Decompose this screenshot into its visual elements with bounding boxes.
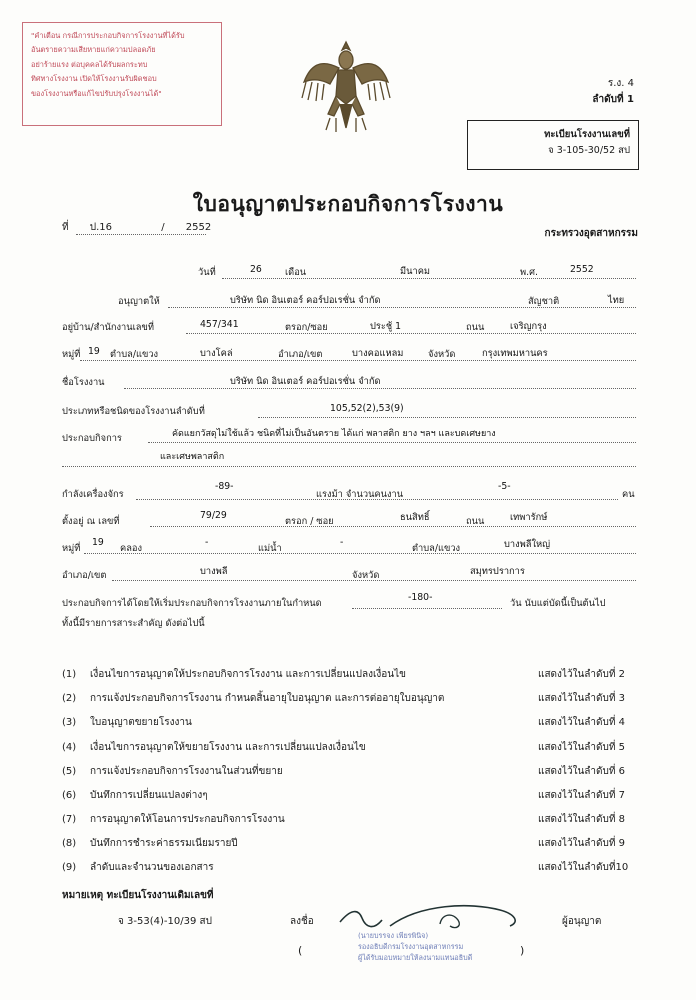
- signer-role: ผู้อนุญาต: [562, 916, 602, 927]
- registration-title: ทะเบียนโรงงานเลขที่: [544, 129, 630, 140]
- dotted-line: [352, 608, 502, 609]
- document-number-year: 2552: [185, 222, 212, 233]
- start-suffix: วัน นับแต่บัดนี้เป็นต้นไป: [510, 598, 606, 609]
- ministry-name: กระทรวงอุตสาหกรรม: [544, 228, 638, 239]
- signature-close-paren: ): [520, 944, 525, 957]
- document-number: [62, 220, 217, 235]
- condition-item-text: การแจ้งประกอบกิจการโรงงาน กำหนดสิ้นอายุใบอนุญาต และการต่ออายุใบอนุญาต: [90, 693, 445, 704]
- river-label: แม่น้ำ: [258, 543, 282, 554]
- dotted-line: [62, 466, 636, 467]
- conditions-intro: ทั้งนี้มีรายการสาระสำคัญ ดังต่อไปนี้: [62, 618, 205, 629]
- nationality-value: ไทย: [608, 295, 625, 306]
- dotted-line: [80, 360, 636, 361]
- condition-item-ref: แสดงไว้ในลำดับที่ 9: [538, 838, 626, 849]
- moo-label: หมู่ที่: [62, 349, 81, 360]
- business-line-1: คัดแยกวัสดุไม่ใช้แล้ว ชนิดที่ไม่เป็นอันตราย ได้แก่ พลาสติก ยาง ฯลฯ และบดเศษยาง: [172, 429, 496, 439]
- grantee-label: อนุญาตให้: [118, 296, 160, 307]
- moo-value: 19: [88, 346, 100, 357]
- warning-stamp-line: ของโรงงานหรือแก้ไขปรับปรุงโรงงานได้": [31, 88, 162, 98]
- location-province-value: สมุทรปราการ: [470, 566, 525, 577]
- date-day: 26: [250, 264, 262, 275]
- condition-item: [62, 788, 626, 803]
- year-value: 2552: [570, 264, 594, 275]
- condition-item-ref: แสดงไว้ในลำดับที่10: [538, 862, 629, 873]
- form-code-block: [592, 76, 634, 108]
- signer-stamp-line: (นายบรรจง เพียรพินิจ): [358, 931, 429, 940]
- district-value: บางคอแหลม: [352, 348, 404, 359]
- document-number-separator: /: [161, 222, 165, 233]
- condition-item-ref: แสดงไว้ในลำดับที่ 4: [538, 717, 626, 728]
- condition-item-text: บันทึกการเปลี่ยนแปลงต่างๆ: [90, 790, 208, 801]
- dotted-line: [124, 388, 636, 389]
- condition-item: [62, 740, 626, 755]
- condition-item-number: (5): [62, 766, 77, 777]
- condition-item: [62, 836, 626, 851]
- condition-item-ref: แสดงไว้ในลำดับที่ 2: [538, 669, 626, 680]
- alley-label: ตรอก/ซอย: [285, 322, 328, 333]
- signer-stamp: [358, 930, 508, 963]
- signature-open-paren: (: [298, 944, 303, 957]
- condition-item: [62, 667, 626, 682]
- condition-item: [62, 764, 626, 779]
- warning-stamp-line: อย่าร้ายแรง ต่อบุคคลได้รับผลกระทบ: [31, 59, 148, 69]
- month-value: มีนาคม: [400, 266, 431, 277]
- location-subdistrict-value: บางพลีใหญ่: [504, 539, 551, 550]
- signer-stamp-line: ผู้ได้รับมอบหมายให้ลงนามแทนอธิบดี: [358, 953, 473, 962]
- condition-item-text: บันทึกการชำระค่าธรรมเนียมรายปี: [90, 838, 238, 849]
- document-number-prefix: ที่: [62, 222, 69, 233]
- dotted-line: [168, 307, 636, 308]
- dotted-line: [150, 526, 636, 527]
- factory-type-value: 105,52(2),53(9): [330, 403, 404, 414]
- location-district-label: อำเภอ/เขต: [62, 570, 107, 581]
- warning-stamp-line: "คำเตือน กรณีการประกอบกิจการโรงงานที่ได้รับ: [31, 31, 185, 40]
- condition-item-number: (3): [62, 717, 77, 728]
- sequence-label: ลำดับที่ 1: [592, 94, 634, 105]
- location-label: ตั้งอยู่ ณ เลขที่: [62, 516, 120, 527]
- road-label: ถนน: [466, 322, 485, 333]
- location-road-label: ถนน: [466, 516, 485, 527]
- note-label: หมายเหตุ ทะเบียนโรงงานเดิมเลขที่: [62, 890, 214, 901]
- date-label: วันที่: [198, 267, 216, 278]
- dotted-line: [148, 442, 636, 443]
- condition-item-ref: แสดงไว้ในลำดับที่ 5: [538, 742, 626, 753]
- location-alley-label: ตรอก / ซอย: [285, 516, 334, 527]
- condition-item-ref: แสดงไว้ในลำดับที่ 8: [538, 814, 626, 825]
- start-label: ประกอบกิจการได้โดยให้เริ่มประกอบกิจการโรงงานภายในกำหนด: [62, 598, 322, 609]
- condition-item-text: เงื่อนไขการอนุญาตให้ขยายโรงงาน และการเปลี่ยนแปลงเงื่อนไข: [90, 742, 366, 753]
- dotted-line: [76, 234, 206, 235]
- condition-item-number: (2): [62, 693, 77, 704]
- alley-value: ประชู้ 1: [370, 321, 402, 332]
- factory-name-value: บริษัท นิด อินเตอร์ คอร์ปอเรชั่น จำกัด: [230, 376, 381, 387]
- condition-item-ref: แสดงไว้ในลำดับที่ 6: [538, 766, 626, 777]
- condition-item-text: ลำดับและจำนวนของเอกสาร: [90, 862, 214, 873]
- workers-unit: คน: [622, 489, 635, 500]
- warning-stamp-line: อันตรายความเสียหายแก่ความปลอดภัย: [31, 45, 156, 55]
- condition-item-text: ใบอนุญาตขยายโรงงาน: [90, 717, 192, 728]
- registration-box: [467, 120, 639, 170]
- condition-item: [62, 691, 626, 706]
- start-days: -180-: [408, 592, 433, 603]
- province-value: กรุงเทพมหานคร: [482, 348, 548, 359]
- canal-label: คลอง: [120, 543, 143, 554]
- condition-item: [62, 715, 626, 730]
- document-title: ใบอนุญาตประกอบกิจการโรงงาน: [192, 192, 504, 216]
- condition-item-ref: แสดงไว้ในลำดับที่ 3: [538, 693, 626, 704]
- form-code: ร.ง. 4: [607, 78, 634, 89]
- condition-item-text: การอนุญาตให้โอนการประกอบกิจการโรงงาน: [90, 814, 285, 825]
- nationality-label: สัญชาติ: [528, 296, 560, 307]
- horsepower-workers-label: แรงม้า จำนวนคนงาน: [316, 489, 404, 500]
- signer-stamp-line: รองอธิบดีกรมโรงงานอุตสาหกรรม: [358, 942, 464, 951]
- condition-item-text: การแจ้งประกอบกิจการโรงงานในส่วนที่ขยาย: [90, 766, 283, 777]
- location-moo-value: 19: [92, 537, 104, 548]
- factory-type-label: ประเภทหรือชนิดของโรงงานลำดับที่: [62, 406, 205, 417]
- location-province-label: จังหวัด: [352, 570, 380, 581]
- condition-item-ref: แสดงไว้ในลำดับที่ 7: [538, 790, 626, 801]
- registration-number: จ 3-105-30/52 สป: [548, 145, 630, 156]
- machine-power-label: กำลังเครื่องจักร: [62, 489, 124, 500]
- condition-item-number: (7): [62, 814, 77, 825]
- location-moo-label: หมู่ที่: [62, 543, 81, 554]
- condition-item: [62, 860, 629, 875]
- condition-item: [62, 812, 626, 827]
- location-district-value: บางพลี: [200, 566, 228, 577]
- signature-label: ลงชื่อ: [290, 916, 314, 927]
- grantee-value: บริษัท นิด อินเตอร์ คอร์ปอเรชั่น จำกัด: [230, 295, 381, 306]
- dotted-line: [222, 278, 636, 279]
- workers-value: -5-: [498, 481, 511, 492]
- location-alley-value: ธนสิทธิ์: [400, 512, 430, 523]
- garuda-emblem-icon: [300, 38, 392, 138]
- dotted-line: [258, 417, 636, 418]
- location-subdistrict-label: ตำบล/แขวง: [412, 543, 461, 554]
- machine-power-value: -89-: [215, 481, 234, 492]
- address-number: 457/341: [200, 319, 239, 330]
- old-registration-number: จ 3-53(4)-10/39 สป: [118, 916, 212, 927]
- canal-value: -: [205, 537, 209, 548]
- warning-stamp-line: ทิศทางโรงงาน เปิดให้โรงงานรับผิดชอบ: [31, 74, 157, 84]
- subdistrict-label: ตำบล/แขวง: [110, 349, 159, 360]
- dotted-line: [112, 580, 636, 581]
- condition-item-number: (6): [62, 790, 77, 801]
- document-number-code: ป.16: [89, 222, 113, 233]
- condition-item-number: (8): [62, 838, 77, 849]
- condition-item-number: (9): [62, 862, 77, 873]
- factory-name-label: ชื่อโรงงาน: [62, 377, 105, 388]
- condition-item-number: (4): [62, 742, 77, 753]
- dotted-line: [84, 553, 636, 554]
- business-line-2: และเศษพลาสติก: [160, 452, 225, 462]
- location-number: 79/29: [200, 510, 227, 521]
- location-road-value: เทพารักษ์: [510, 512, 548, 523]
- river-value: -: [340, 537, 344, 548]
- business-label: ประกอบกิจการ: [62, 433, 122, 444]
- month-label: เดือน: [285, 267, 307, 278]
- address-label: อยู่บ้าน/สำนักงานเลขที่: [62, 322, 154, 333]
- dotted-line: [186, 333, 636, 334]
- road-value: เจริญกรุง: [510, 321, 547, 332]
- province-label: จังหวัด: [428, 349, 456, 360]
- condition-item-text: เงื่อนไขการอนุญาตให้ประกอบกิจการโรงงาน และการเปลี่ยนแปลงเงื่อนไข: [90, 669, 406, 680]
- subdistrict-value: บางโคล่: [200, 348, 233, 359]
- condition-item-number: (1): [62, 669, 77, 680]
- warning-stamp: [22, 22, 222, 126]
- year-label: พ.ศ.: [520, 267, 538, 278]
- dotted-line: [136, 499, 618, 500]
- district-label: อำเภอ/เขต: [278, 349, 323, 360]
